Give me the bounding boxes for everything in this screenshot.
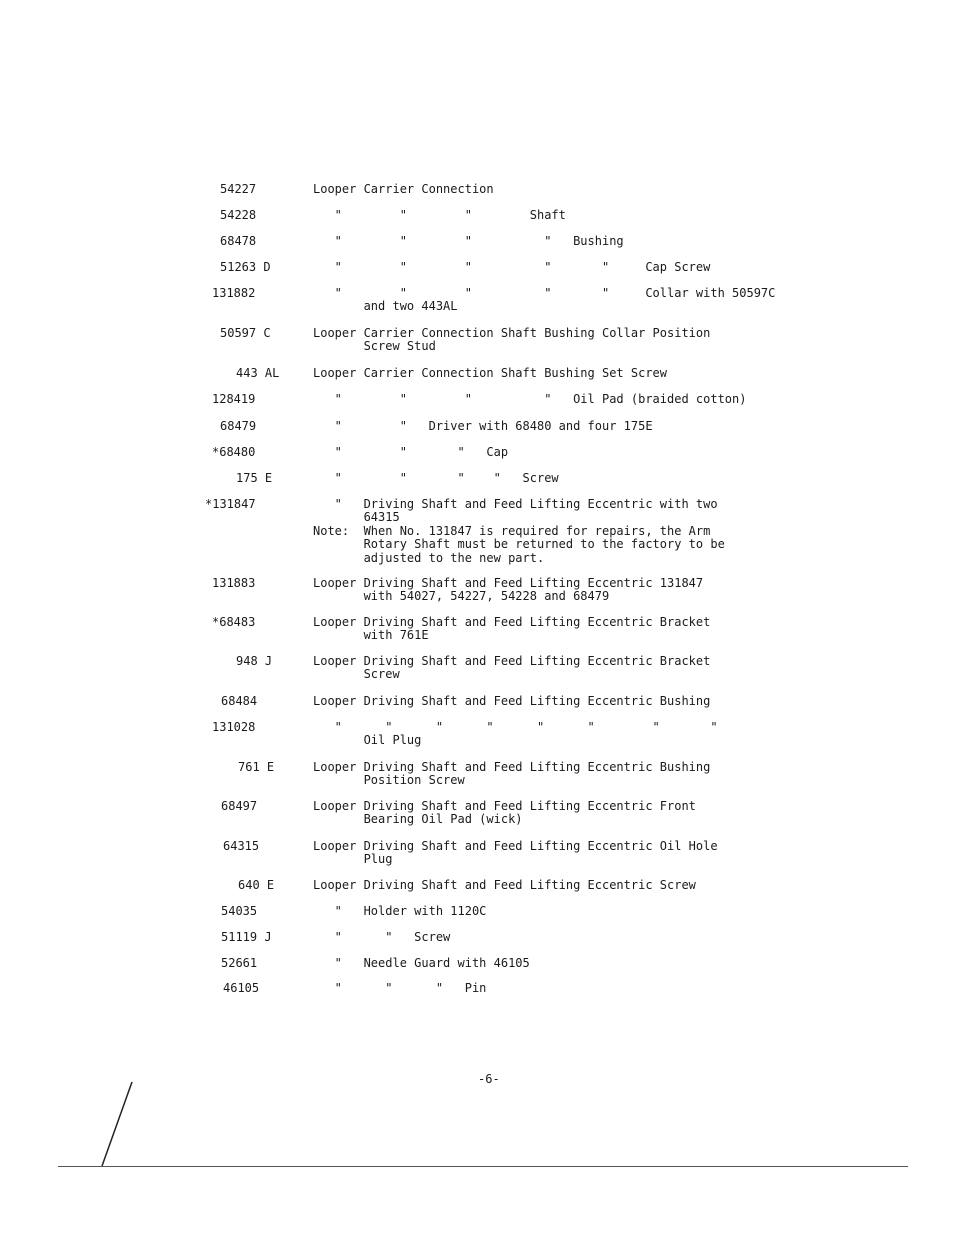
part-description-line: with 761E <box>313 628 429 643</box>
bottom-rule <box>58 1166 908 1167</box>
part-description-line: " Needle Guard with 46105 <box>313 956 530 970</box>
part-number: 54228 <box>220 208 257 222</box>
part-description-line: Looper Driving Shaft and Feed Lifting Eccentric Front <box>313 799 696 813</box>
part-number: 175 E <box>236 471 273 485</box>
part-description-line: Screw <box>313 667 400 682</box>
part-description-line: Oil Plug <box>313 733 422 748</box>
part-description-line: with 54027, 54227, 54228 and 68479 <box>313 589 610 604</box>
part-number: *68483 <box>212 615 256 629</box>
part-description-line: " " " " Bushing <box>313 234 624 248</box>
part-description-line: Position Screw <box>313 773 465 788</box>
part-description-line: Looper Driving Shaft and Feed Lifting Eccentric Bracket <box>313 654 711 668</box>
part-number: 54035 <box>221 904 258 918</box>
part-description-line: " " Driver with 68480 and four 175E <box>313 419 653 433</box>
part-description-line: Looper Driving Shaft and Feed Lifting Eccentric Bracket <box>313 615 711 629</box>
part-number: 68497 <box>221 799 258 813</box>
part-description-line: Looper Driving Shaft and Feed Lifting Eccentric 131847 <box>313 576 704 590</box>
part-description-line: " Driving Shaft and Feed Lifting Eccentric with two <box>313 497 718 511</box>
part-number: 761 E <box>238 760 275 774</box>
part-description-line: and two 443AL <box>313 299 458 314</box>
part-description-line: " Holder with 1120C <box>313 904 487 918</box>
part-description-line: Screw Stud <box>313 339 436 354</box>
part-number: 46105 <box>223 981 260 995</box>
part-description-line: " " " " Screw <box>313 471 559 485</box>
part-description-line: adjusted to the new part. <box>313 550 545 565</box>
page-number: -6- <box>478 1072 500 1086</box>
part-description-line: Plug <box>313 852 393 867</box>
part-number: 640 E <box>238 878 275 892</box>
part-number: *131847 <box>205 497 256 511</box>
part-number: 64315 <box>223 839 260 853</box>
part-description-line: Looper Driving Shaft and Feed Lifting Eccentric Bushing <box>313 760 711 774</box>
part-number: *68480 <box>212 445 256 459</box>
pen-slash-mark <box>100 1080 140 1170</box>
part-number: 131882 <box>212 286 256 300</box>
part-description-line: Looper Driving Shaft and Feed Lifting Eccentric Screw <box>313 878 696 892</box>
part-description-line: " " " Cap <box>313 445 509 459</box>
part-number: 68484 <box>221 694 258 708</box>
part-description-line: " " " " " Cap Screw <box>313 260 711 274</box>
part-number: 54227 <box>220 182 257 196</box>
part-description-line: " " " Shaft <box>313 208 566 222</box>
part-description-line: " " " " Oil Pad (braided cotton) <box>313 392 747 406</box>
part-description-line: " " " " " " " " <box>313 720 718 734</box>
part-description-line: Looper Carrier Connection <box>313 182 494 196</box>
part-description-line: Bearing Oil Pad (wick) <box>313 812 523 827</box>
part-description-line: Looper Carrier Connection Shaft Bushing Set Screw <box>313 366 668 380</box>
part-number: 443 AL <box>236 366 280 380</box>
part-number: 50597 C <box>220 326 271 340</box>
part-description-line: " " " " " Collar with 50597C <box>313 286 776 300</box>
part-number: 131883 <box>212 576 256 590</box>
part-number: 51119 J <box>221 930 272 944</box>
part-description-line: Looper Driving Shaft and Feed Lifting Eccentric Oil Hole <box>313 839 718 853</box>
part-number: 51263 D <box>220 260 271 274</box>
part-description-line: Looper Carrier Connection Shaft Bushing Collar Position <box>313 326 711 340</box>
part-description-line: 64315 <box>313 510 400 525</box>
part-number: 948 J <box>236 654 273 668</box>
part-description-line: Looper Driving Shaft and Feed Lifting Eccentric Bushing <box>313 694 711 708</box>
part-number: 131028 <box>212 720 256 734</box>
part-description-line: " " " Pin <box>313 981 487 995</box>
part-description-line: Rotary Shaft must be returned to the factory to be <box>313 537 725 552</box>
part-description-line: Note: When No. 131847 is required for repairs, the Arm <box>313 523 711 538</box>
part-number: 68479 <box>220 419 257 433</box>
part-description-line: " " Screw <box>313 930 451 944</box>
part-number: 68478 <box>220 234 257 248</box>
part-number: 128419 <box>212 392 256 406</box>
part-number: 52661 <box>221 956 258 970</box>
